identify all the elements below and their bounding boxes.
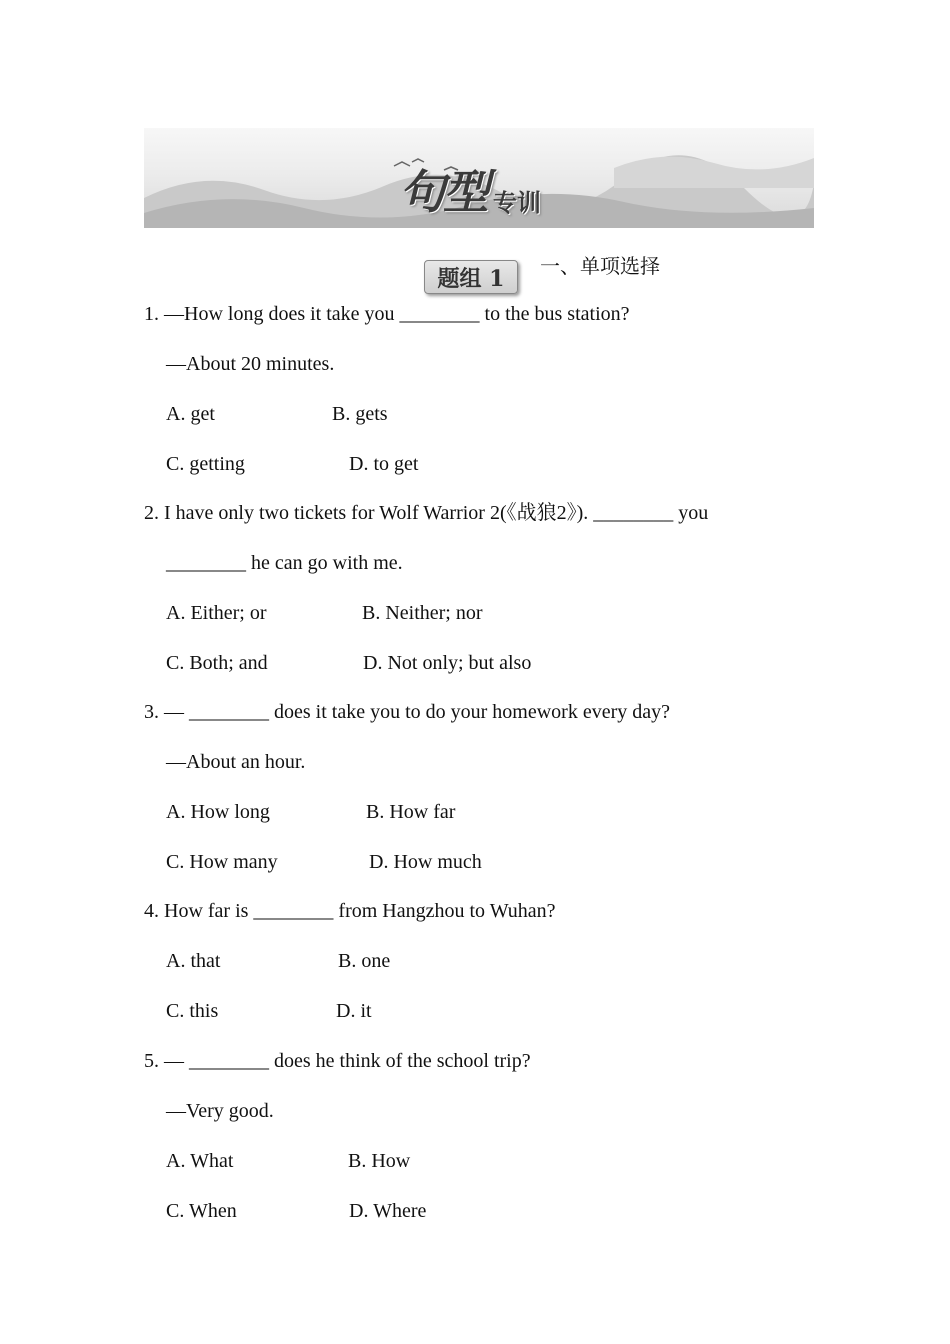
question-3-option-d: D. How much <box>369 851 482 873</box>
question-4-option-b: B. one <box>338 950 391 972</box>
question-1-stem: 1. —How long does it take you ________ to the bus station? <box>144 303 630 325</box>
question-1-option-a: A. get <box>166 403 215 425</box>
question-2-stem: 2. I have only two tickets for Wolf Warrior 2(《战狼2》). ________ you <box>144 502 709 524</box>
question-3-stem: 3. — ________ does it take you to do your homework every day? <box>144 701 671 723</box>
question-3-option-a: A. How long <box>166 801 270 823</box>
banner-title-sub: 专训 <box>493 189 541 217</box>
question-4-option-a: A. that <box>166 950 221 972</box>
group-badge: 题组 1 <box>424 260 518 294</box>
question-5-option-d: D. Where <box>349 1200 427 1222</box>
question-2-option-c: C. Both; and <box>166 652 268 674</box>
section-title: 一、单项选择 <box>540 254 660 278</box>
banner-title <box>399 162 541 222</box>
question-2-option-a: A. Either; or <box>166 602 267 624</box>
question-5-option-c: C. When <box>166 1200 237 1222</box>
header-banner <box>144 128 814 228</box>
question-4-option-c: C. this <box>166 1000 219 1022</box>
question-2-option-b: B. Neither; nor <box>362 602 483 624</box>
question-3-option-b: B. How far <box>366 801 456 823</box>
question-5-option-b: B. How <box>348 1150 411 1172</box>
question-3-answer-line: —About an hour. <box>166 751 306 773</box>
question-1-option-c: C. getting <box>166 453 245 475</box>
question-4-option-d: D. it <box>336 1000 372 1022</box>
question-1-option-d: D. to get <box>349 453 419 475</box>
question-3-option-c: C. How many <box>166 851 278 873</box>
question-1-option-b: B. gets <box>332 403 388 425</box>
question-4-stem: 4. How far is ________ from Hangzhou to Wuhan? <box>144 900 556 922</box>
question-2-option-d: D. Not only; but also <box>363 652 532 674</box>
question-5-answer-line: —Very good. <box>166 1100 274 1122</box>
question-1-answer-line: —About 20 minutes. <box>166 353 335 375</box>
banner-title-main: 句型 <box>399 165 487 219</box>
question-5-stem: 5. — ________ does he think of the school trip? <box>144 1050 531 1072</box>
question-5-option-a: A. What <box>166 1150 234 1172</box>
question-2-stem-cont: ________ he can go with me. <box>166 552 403 574</box>
